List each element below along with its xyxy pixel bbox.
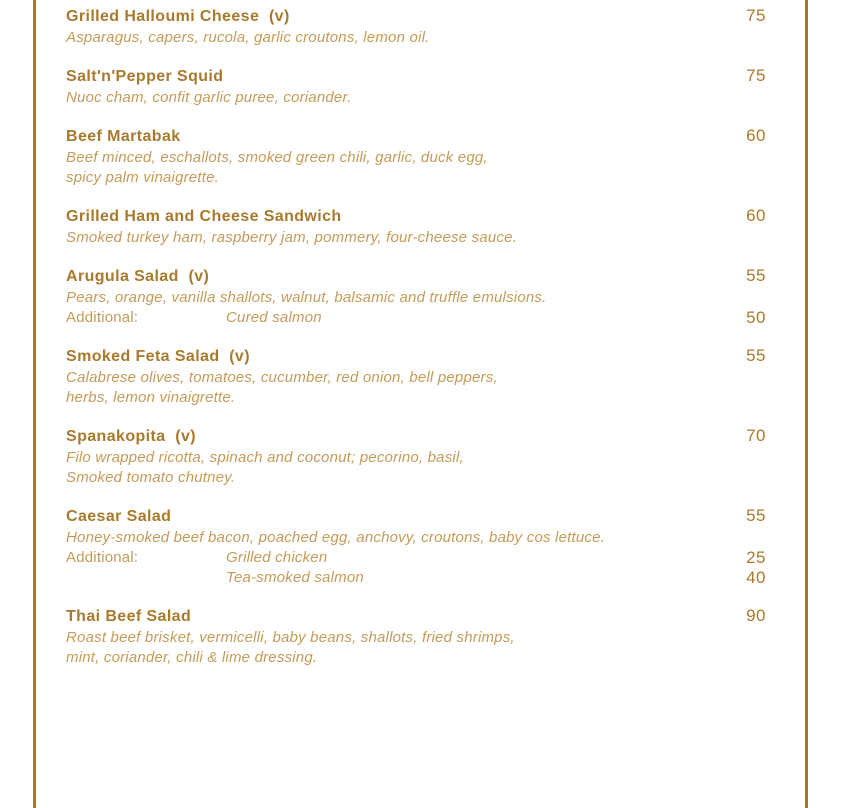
item-price: 55 — [746, 506, 766, 525]
item-description: Beef minced, eschallots, smoked green chili, garlic, duck egg, — [66, 149, 488, 166]
right-border-rule — [805, 0, 808, 808]
item-name: Spanakopita (v) — [66, 428, 196, 445]
item-description: Nuoc cham, confit garlic puree, coriander. — [66, 89, 352, 106]
item-description: Honey-smoked beef bacon, poached egg, anchovy, croutons, baby cos lettuce. — [66, 529, 606, 546]
item-description: mint, coriander, chili & lime dressing. — [66, 649, 318, 666]
menu-item — [66, 425, 766, 488]
item-description: Roast beef brisket, vermicelli, baby beans, shallots, fried shrimps, — [66, 629, 515, 646]
menu-item — [66, 505, 766, 588]
menu-page — [66, 5, 766, 685]
item-description: Calabrese olives, tomatoes, cucumber, red onion, bell peppers, — [66, 369, 498, 386]
item-name: Smoked Feta Salad (v) — [66, 348, 250, 365]
item-description: Smoked turkey ham, raspberry jam, pommery, four-cheese sauce. — [66, 229, 517, 246]
item-description: Pears, orange, vanilla shallots, walnut, balsamic and truffle emulsions. — [66, 289, 547, 306]
item-price: 70 — [746, 426, 766, 445]
additional-label: Additional: — [66, 309, 139, 326]
item-name: Grilled Halloumi Cheese (v) — [66, 8, 290, 25]
additional-label — [66, 568, 226, 588]
item-name: Beef Martabak — [66, 128, 181, 145]
item-description: Asparagus, capers, rucola, garlic croutons, lemon oil. — [66, 29, 430, 46]
additional-option: Tea-smoked salmon — [226, 569, 364, 586]
item-price: 90 — [746, 606, 766, 625]
additional-price: 25 — [746, 548, 766, 567]
menu-item — [66, 125, 766, 188]
item-price: 75 — [746, 66, 766, 85]
additional-label: Additional: — [66, 549, 139, 566]
item-price: 60 — [746, 126, 766, 145]
additional-option: Cured salmon — [226, 309, 322, 326]
item-description: Filo wrapped ricotta, spinach and coconut; pecorino, basil, — [66, 449, 464, 466]
menu-item — [66, 205, 766, 248]
left-border-rule — [33, 0, 36, 808]
item-price: 55 — [746, 346, 766, 365]
item-description: Smoked tomato chutney. — [66, 469, 236, 486]
item-name: Thai Beef Salad — [66, 608, 192, 625]
item-price: 60 — [746, 206, 766, 225]
menu-item — [66, 605, 766, 668]
additional-option: Grilled chicken — [226, 549, 328, 566]
menu-item — [66, 5, 766, 48]
item-description: spicy palm vinaigrette. — [66, 169, 219, 186]
item-name: Salt'n'Pepper Squid — [66, 68, 224, 85]
item-name: Caesar Salad — [66, 508, 172, 525]
additional-price: 40 — [746, 568, 766, 587]
menu-item — [66, 265, 766, 328]
item-description: herbs, lemon vinaigrette. — [66, 389, 236, 406]
menu-item — [66, 345, 766, 408]
menu-item — [66, 65, 766, 108]
item-price: 75 — [746, 6, 766, 25]
item-name: Arugula Salad (v) — [66, 268, 210, 285]
item-name: Grilled Ham and Cheese Sandwich — [66, 208, 342, 225]
item-price: 55 — [746, 266, 766, 285]
additional-price: 50 — [746, 308, 766, 327]
